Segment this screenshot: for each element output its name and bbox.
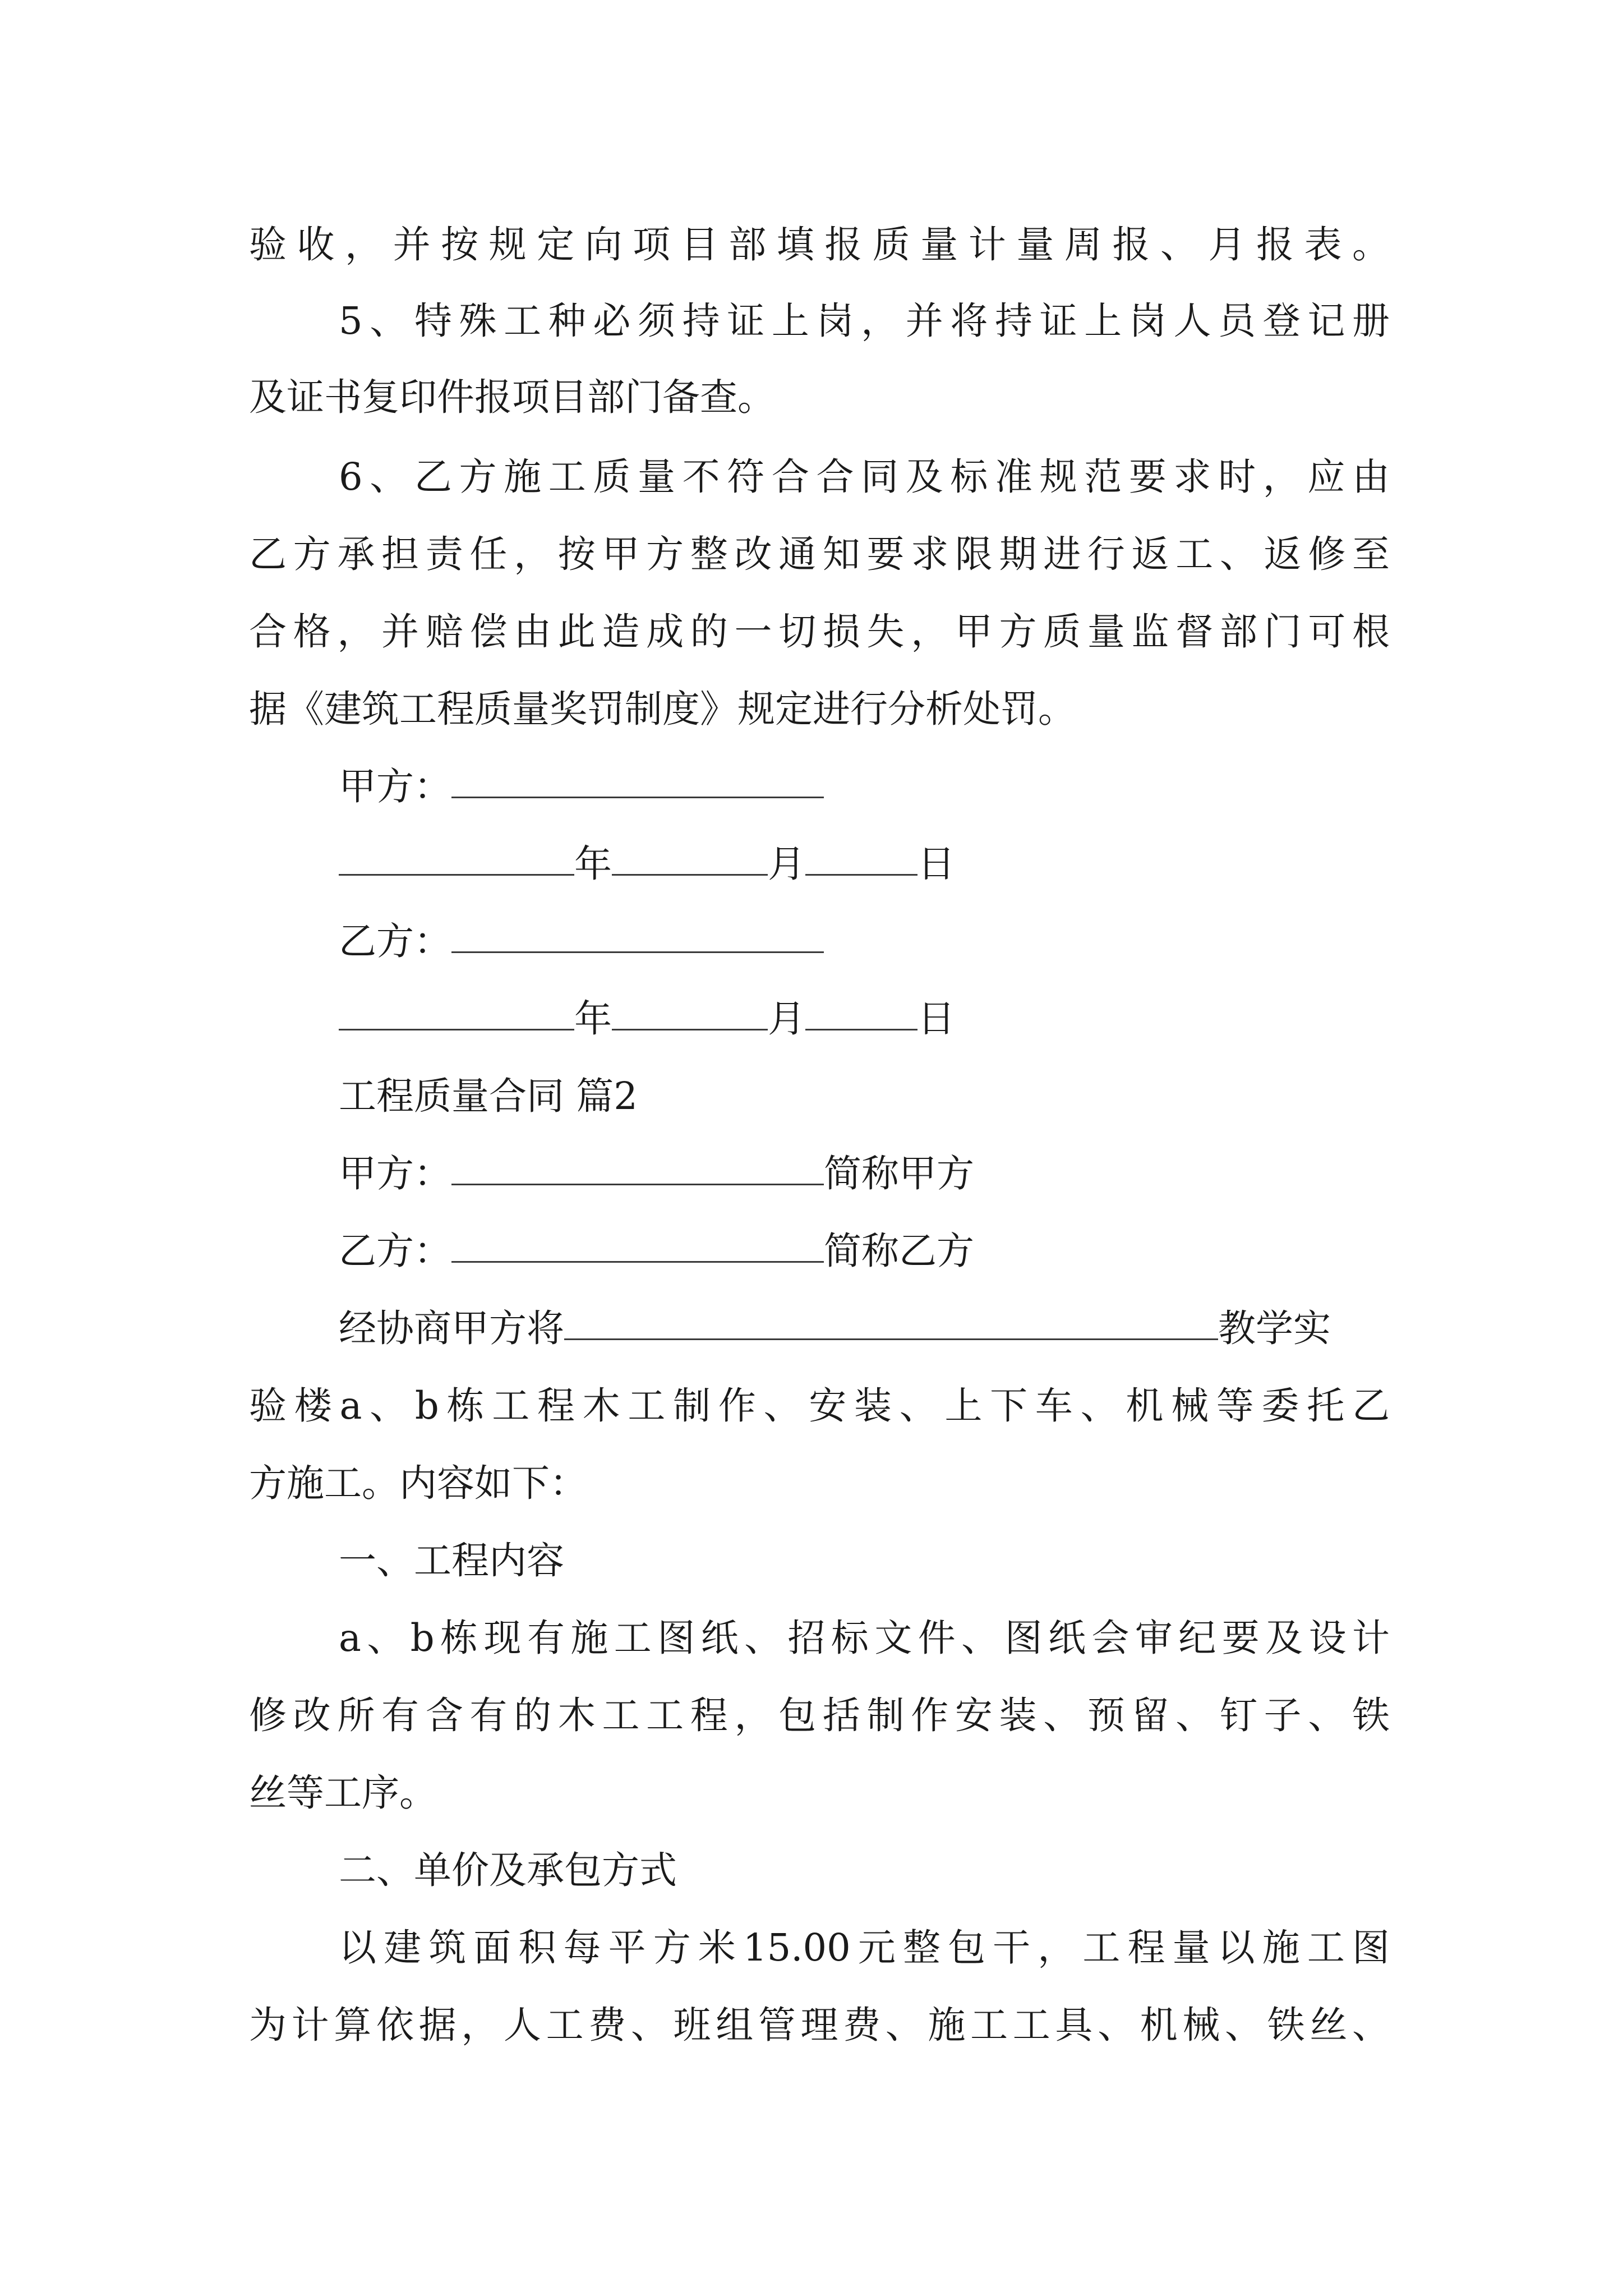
paragraph-line: 验楼a、b栋工程木工制作、安装、上下车、机械等委托乙 (249, 1384, 1390, 1428)
month-blank (612, 825, 768, 876)
paragraph-line: 为计算依据，人工费、班组管理费、施工工具、机械、铁丝、 (249, 2003, 1390, 2047)
section-heading: 二、单价及承包方式 (339, 1848, 677, 1892)
intro-suffix: 教学实 (1218, 1306, 1331, 1350)
paragraph-line: 以建筑面积每平方米15.00元整包干，工程量以施工图 (339, 1926, 1390, 1970)
year-blank (339, 825, 574, 876)
paragraph-line: 合格，并赔偿由此造成的一切损失，甲方质量监督部门可根 (249, 610, 1390, 654)
party-b-label: 乙方： (339, 1229, 451, 1273)
party-b-label: 乙方： (339, 919, 451, 963)
party-b-blank (451, 1212, 824, 1263)
party-a-label: 甲方： (339, 1152, 451, 1195)
paragraph-line: 修改所有含有的木工工程，包括制作安装、预留、钉子、铁 (249, 1694, 1390, 1737)
paragraph-line: 方施工。内容如下： (249, 1461, 587, 1505)
section-heading: 一、工程内容 (339, 1539, 564, 1582)
party-b-blank (451, 902, 824, 953)
day-label: 日 (917, 842, 955, 886)
party-b-suffix: 简称乙方 (824, 1229, 974, 1273)
paragraph-line: 5、特殊工种必须持证上岗，并将持证上岗人员登记册 (339, 299, 1390, 343)
party-a-blank (451, 1134, 824, 1185)
day-blank (805, 825, 917, 876)
intro-prefix: 经协商甲方将 (339, 1306, 564, 1350)
month-label: 月 (768, 997, 805, 1041)
paragraph-line: a、b栋现有施工图纸、招标文件、图纸会审纪要及设计 (339, 1616, 1390, 1660)
signature-date-b (339, 979, 955, 1058)
day-label: 日 (917, 997, 955, 1041)
project-name-blank (564, 1289, 1218, 1340)
paragraph-line: 乙方承担责任，按甲方整改通知要求限期进行返工、返修至 (249, 532, 1390, 576)
paragraph-line: 及证书复印件报项目部门备查。 (249, 375, 775, 419)
contract2-party-b (339, 1212, 974, 1290)
month-blank (612, 979, 768, 1030)
section-title: 工程质量合同 篇2 (339, 1074, 638, 1118)
signature-party-a (339, 747, 824, 826)
day-blank (805, 979, 917, 1030)
paragraph-line: 据《建筑工程质量奖罚制度》规定进行分析处罚。 (249, 687, 1076, 731)
party-a-suffix: 简称甲方 (824, 1152, 974, 1195)
party-a-label: 甲方： (339, 765, 451, 808)
year-label: 年 (574, 997, 612, 1041)
signature-party-b (339, 902, 824, 981)
month-label: 月 (768, 842, 805, 886)
party-a-blank (451, 747, 824, 798)
paragraph-line: 验收，并按规定向项目部填报质量计量周报、月报表。 (249, 223, 1390, 266)
contract2-party-a (339, 1134, 974, 1213)
contract2-intro (339, 1289, 1331, 1368)
signature-date-a (339, 825, 955, 903)
paragraph-line: 丝等工序。 (249, 1771, 437, 1815)
year-label: 年 (574, 842, 612, 886)
year-blank (339, 979, 574, 1030)
paragraph-line: 6、乙方施工质量不符合合同及标准规范要求时，应由 (339, 455, 1390, 499)
